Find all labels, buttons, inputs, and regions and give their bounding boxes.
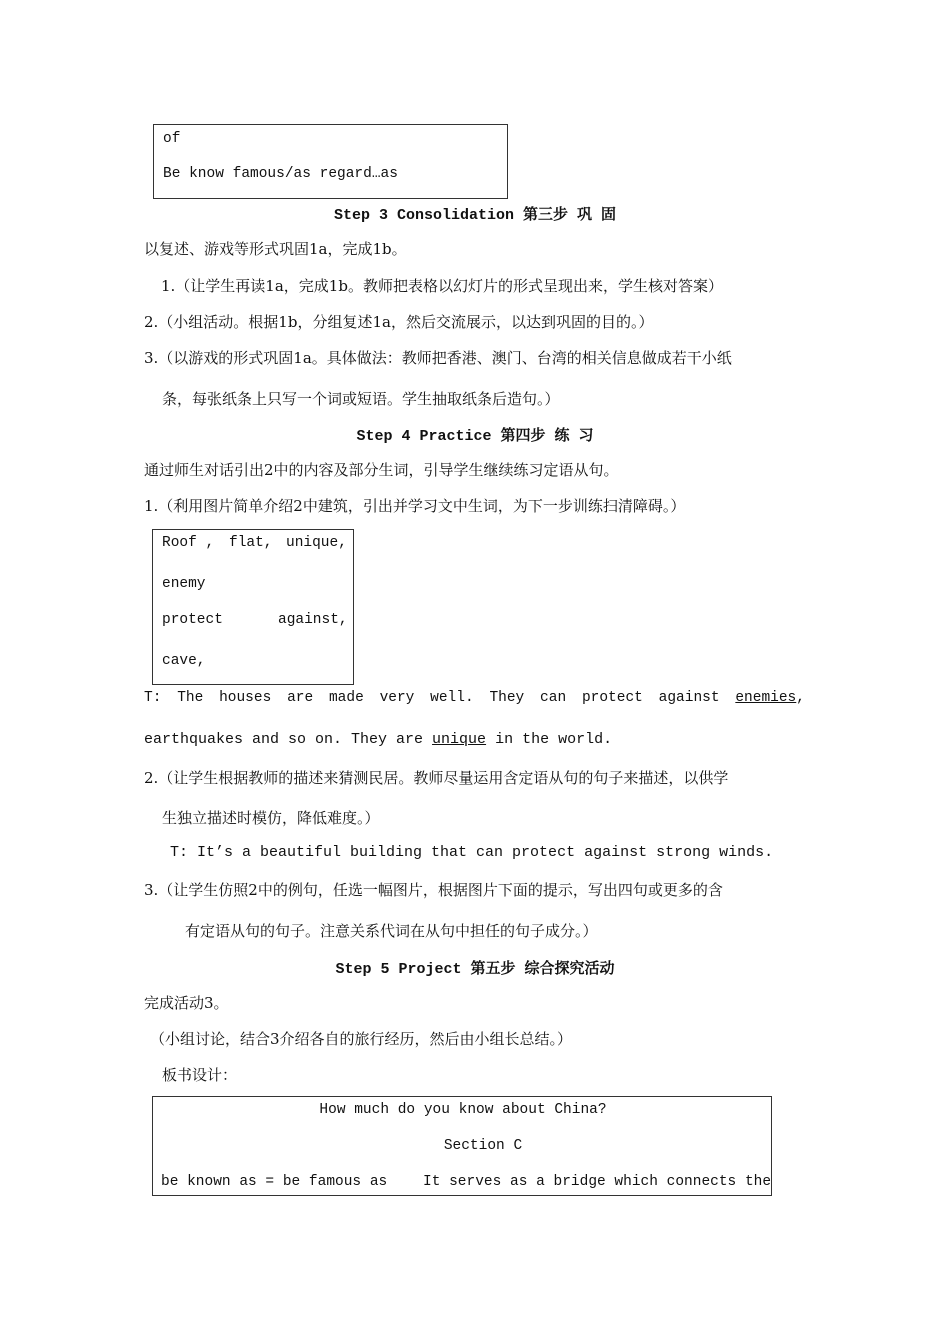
word-group [735,690,805,706]
step3-heading: Step 3 Consolidation 第三步 巩 固 [333,207,617,224]
word: against [658,690,720,706]
teacher-line-1 [144,690,805,706]
word: are [287,690,314,706]
step3-item2: 2.（小组活动。根据1b，分组复述1a，然后交流展示，以达到巩固的目的。） [144,313,654,331]
vocab-enemy: enemy [162,576,206,592]
step4-heading: Step 4 Practice 第四步 练 习 [356,428,594,445]
board-left-note: be known as = be famous as [161,1174,388,1190]
step4-item1: 1.（利用图片简单介绍2中建筑，引出并学习文中生词，为下一步训练扫清障碍。） [144,497,686,515]
step4-item3-line1: 3.（让学生仿照2中的例句，任选一幅图片，根据图片下面的提示，写出四句或更多的含 [144,881,723,899]
word: They [489,690,525,706]
step4-item2-line2: 生独立描述时模仿，降低难度。） [162,809,380,827]
step5-item: （小组讨论，结合3介绍各自的旅行经历，然后由小组长总结。） [150,1030,573,1048]
vocab-box-top-line2: Be know famous/as regard…as [163,166,398,182]
teacher-line-3: T: It’s a beautiful building that can protect against strong winds. [170,844,774,861]
vocab-against: against, [278,612,348,628]
text: in the world. [486,731,613,748]
word: protect [581,690,643,706]
word: well. [430,690,474,706]
board-title: How much do you know about China? [319,1102,607,1118]
vocab-protect: protect [162,612,223,628]
text: earthquakes and so on. They are [144,731,433,748]
word: The [177,690,204,706]
board-right-note: It serves as a bridge which connects the [423,1174,772,1190]
word-unique: unique [432,731,487,748]
step5-intro: 完成活动3。 [144,994,229,1012]
board-design-label: 板书设计： [162,1066,238,1084]
word: houses [219,690,272,706]
word: T: [144,690,162,706]
vocab-unique: unique, [286,535,347,551]
step3-item3-line1: 3.（以游戏的形式巩固1a。具体做法：教师把香港、澳门、台湾的相关信息做成若干小纸 [144,349,732,367]
step4-item2-line1: 2.（让学生根据教师的描述来猜测民居。教师尽量运用含定语从句的句子来描述，以供学 [144,769,729,787]
word: very [379,690,415,706]
vocab-roof: Roof , [162,535,215,551]
step3-item1: 1.（让学生再读1a，完成1b。教师把表格以幻灯片的形式呈现出来，学生核对答案） [161,277,723,295]
word-enemies: enemies [735,690,797,706]
vocab-flat: flat, [229,535,273,551]
step3-item3-line2: 条，每张纸条上只写一个词或短语。学生抽取纸条后造句。） [162,390,560,408]
step4-intro: 通过师生对话引出2中的内容及部分生词，引导学生继续练习定语从句。 [144,461,619,479]
teacher-line-2 [144,731,612,748]
word: can [540,690,567,706]
step4-item3-line2: 有定语从句的句子。注意关系代词在从句中担任的句子成分。） [185,922,598,940]
vocab-box-top [153,124,508,199]
board-design-box [152,1096,772,1196]
board-section: Section C [443,1138,523,1154]
step5-heading: Step 5 Project 第五步 综合探究活动 [335,961,615,978]
comma: , [796,690,805,706]
vocab-box-top-line1: of [163,131,181,147]
step3-intro: 以复述、游戏等形式巩固1a，完成1b。 [144,240,407,258]
vocab-box-practice [152,529,354,685]
word: made [328,690,364,706]
vocab-cave: cave, [162,653,206,669]
